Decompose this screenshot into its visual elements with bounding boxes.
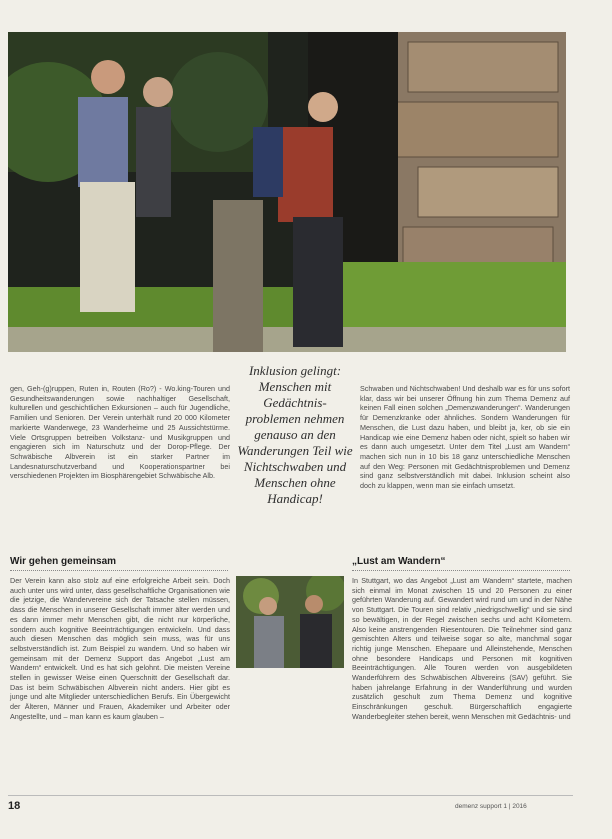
section-heading-left: Wir gehen gemeinsam xyxy=(10,556,117,567)
magazine-name: demenz support 1 | 2016 xyxy=(455,803,527,810)
hikers-photo xyxy=(8,32,566,352)
hikers-illustration xyxy=(8,32,566,352)
heading-rule-right xyxy=(352,570,570,571)
body-text-right: In Stuttgart, wo das Angebot „Lust am Wandern“ startete, machen sich einmal im Monat zwischen 15 und 20 Personen zu einer geführten Wanderung auf. Gewandert wird rund um und in der Nähe von Stuttgart. Die Touren sind relativ „niedrigschwellig“ und sie sind so bewältigen, in der Regel zwischen sechs und acht Kilometern. Also keine anstrengenden Riesentouren. Die Teilnehmer sind ganz gemischten Alters und teilweise sogar so alte, manchmal sogar richtig junge Menschen. Ehepaare und Alleinstehende, Menschen ohne besondere Handicaps und Personen mit kognitiven Beeinträchtigungen. Alle Touren werden von ausgebildeten Wanderführern des Schwäbischen Albvereins (SAV) geführt. Sie haben jahrelange Erfahrung in der Wanderführung und wurden zusätzlich geschult zum Thema Demenz und kognitive Einschränkungen geschult. Bürgerschaftlich engagierte Wanderbegleiter stehen bereit, wenn Menschen mit Gedächtnis‑ und xyxy=(352,576,572,721)
page-number: 18 xyxy=(8,800,21,812)
footer-rule xyxy=(8,795,573,796)
inset-photo xyxy=(236,576,344,668)
heading-rule-left xyxy=(10,570,228,571)
body-text-left: Der Verein kann also stolz auf eine erfolgreiche Arbeit sein. Doch auch unter uns wird unter, dass gesellschaftliche Organisationen wie die jetzige, die Wandervereine sich der Tatsache stellen müssen, dass die Menschen in unserer Gesellschaft immer älter werden und es dann immer mehr Menschen gibt, die nicht nur körperliche, sondern auch kognitive Beeinträchtigungen entwickeln. Und dass auch diesen Menschen das möglich sein muss, was für uns selbstverständlich ist. Zum Beispiel zu wandern. Und so haben wir gemeinsam mit der Demenz Support das Angebot „Lust am Wandern“ entwickelt. Und es hat sich gelohnt. Die meisten Vereine stellen in gewisser Weise einen Querschnitt der Gesellschaft dar. Das ist beim Schwäbischen Albverein nicht anders. Hier gibt es junge und alte Mitglieder unterschiedlichen Berufs. Ein Übergewicht der Älteren, Männer und Frauen, Akademiker und Arbeiter oder Angestellte, und – man kann es kaum glauben – xyxy=(10,576,230,721)
section-heading-right: „Lust am Wandern“ xyxy=(352,556,446,567)
intro-text-left: gen, Geh‑(g)ruppen, Ruten in, Routen (Ro?) ‑ Wo.king‑Touren und Gesundheitswanderungen sowie nachhaltiger Gesellschaft, kulturellen und geschichtlichen Exkursionen – auch für Jugendliche, Familien und Senioren. Der Verein unterhält rund 20 000 Kilometer markierte Wanderwege, 23 Wanderheime und 25 Aussichtstürme. Viele Ortsgruppen betreiben Volkstanz‑ und Musikgruppen und engagieren sich im Naturschutz und der Dorop‑Pflege. Der Schwäbische Albverein ist ein starker Partner im Landesnaturschutzverband und Kooperationspartner bei verschiedenen Projekten im Biosphärengebiet Schwäbische Alb. xyxy=(10,384,230,481)
inset-illustration xyxy=(236,576,344,668)
intro-text-right: Schwaben und Nichtschwaben! Und deshalb war es für uns sofort klar, dass wir bei unserer Öffnung hin zum Thema Demenz auf keinen Fall einen solchen „Demenzwanderungen“. Wanderungen für Demenzkranke oder ähnliches. Sondern Wanderungen für Menschen, die Lust dazu haben, und bleibt ja, ker, ob sie ein Handicap wie eine Demenz haben oder nicht, spielt so haben wir es dann auch umgesetzt. Unter dem Titel „Lust am Wandern“ machen sich nun in 10 bis 18 ganz unterschiedliche Menschen auf den Weg: Personen mit Gedächtnisproblemen und Demenz sind ganz selbstverständlich mit dabei. Inklusion scheint also doch zu klappen, wenn man sie einfach umsetzt. xyxy=(360,384,570,491)
pull-quote: Inklusion gelingt: Menschen mit Gedächtnis-problemen nehmen genauso an den Wanderungen Teil wie Nichtschwaben und Menschen ohne Handicap! xyxy=(237,363,353,506)
